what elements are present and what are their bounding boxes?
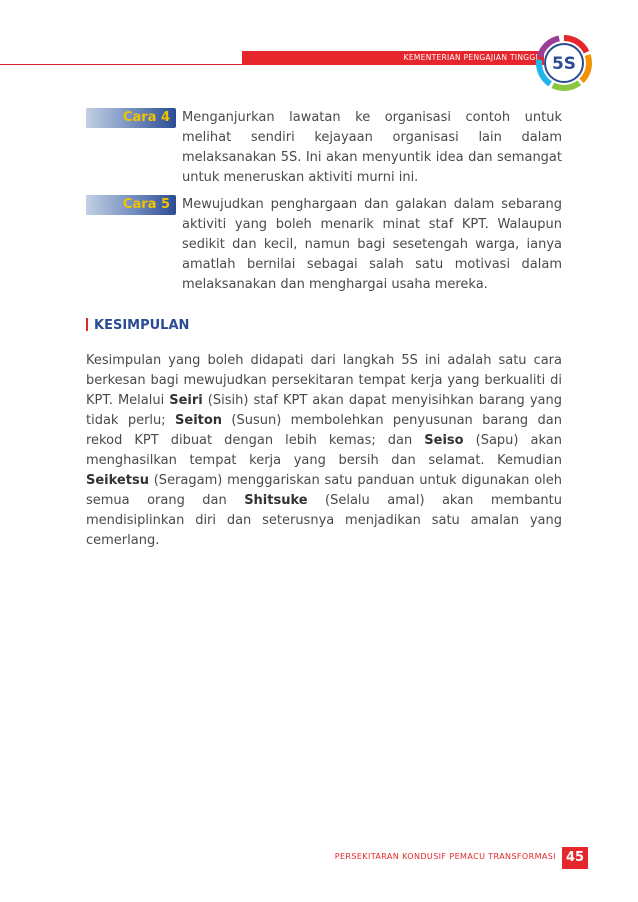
- term-seiton: Seiton: [175, 413, 223, 428]
- cara-description: Mewujudkan penghargaan dan galakan dalam sebarang aktiviti yang boleh menarik minat staf KPT. Walaupun sedikit dan kecil, namun bagi sesetengah warga, ianya amatlah bernilai sebagai salah satu motivasi dalam melaksanakan dan menghargai usaha mereka.: [182, 197, 562, 292]
- cara-label: Cara 5: [122, 197, 170, 212]
- text-run: (Sisih) staf KPT akan dapat menyisihkan barang yang tidak perlu;: [86, 393, 562, 428]
- text-run: Kesimpulan yang boleh didapati dari langkah 5S ini adalah satu cara berkesan bagi mewujudkan persekitaran tempat kerja yang berkualiti di KPT. Melalui: [86, 353, 562, 408]
- term-seiso: Seiso: [424, 433, 464, 448]
- page-number: 45: [562, 847, 588, 869]
- term-seiri: Seiri: [169, 393, 203, 408]
- cara-badge: [86, 108, 176, 128]
- 5s-logo: [536, 35, 592, 91]
- text-run: (Susun) membolehkan penyusunan barang dan rekod KPT dibuat dengan lebih kemas; dan: [86, 413, 563, 448]
- heading-marker: [86, 318, 88, 331]
- ministry-name: KEMENTERIAN PENGAJIAN TINGGI: [403, 53, 538, 62]
- conclusion-paragraph: [86, 351, 562, 551]
- text-run: (Selalu amal) akan membantu mendisiplinkan diri dan seterusnya menjadikan satu amalan yang cemerlang.: [86, 493, 562, 548]
- term-shitsuke: Shitsuke: [244, 493, 308, 508]
- term-seiketsu: Seiketsu: [86, 473, 149, 488]
- text-run: (Sapu) akan menghasilkan tempat kerja yang bersih dan selamat. Kemudian: [86, 433, 562, 468]
- section-heading: [86, 318, 189, 333]
- cara-description: Menganjurkan lawatan ke organisasi contoh untuk melihat sendiri kejayaan organisasi lain dalam melaksanakan 5S. Ini akan menyuntik idea dan semangat untuk meneruskan aktiviti murni ini.: [182, 110, 562, 185]
- text-run: (Seragam) menggariskan satu panduan untuk digunakan oleh semua orang dan: [86, 473, 562, 508]
- section-title: KESIMPULAN: [94, 318, 190, 333]
- cara-label: Cara 4: [122, 110, 170, 125]
- header-rule: [0, 64, 242, 65]
- logo-text: 5S: [551, 54, 577, 74]
- footer-title: PERSEKITARAN KONDUSIF PEMACU TRANSFORMASI: [334, 852, 556, 861]
- cara-badge: [86, 195, 176, 215]
